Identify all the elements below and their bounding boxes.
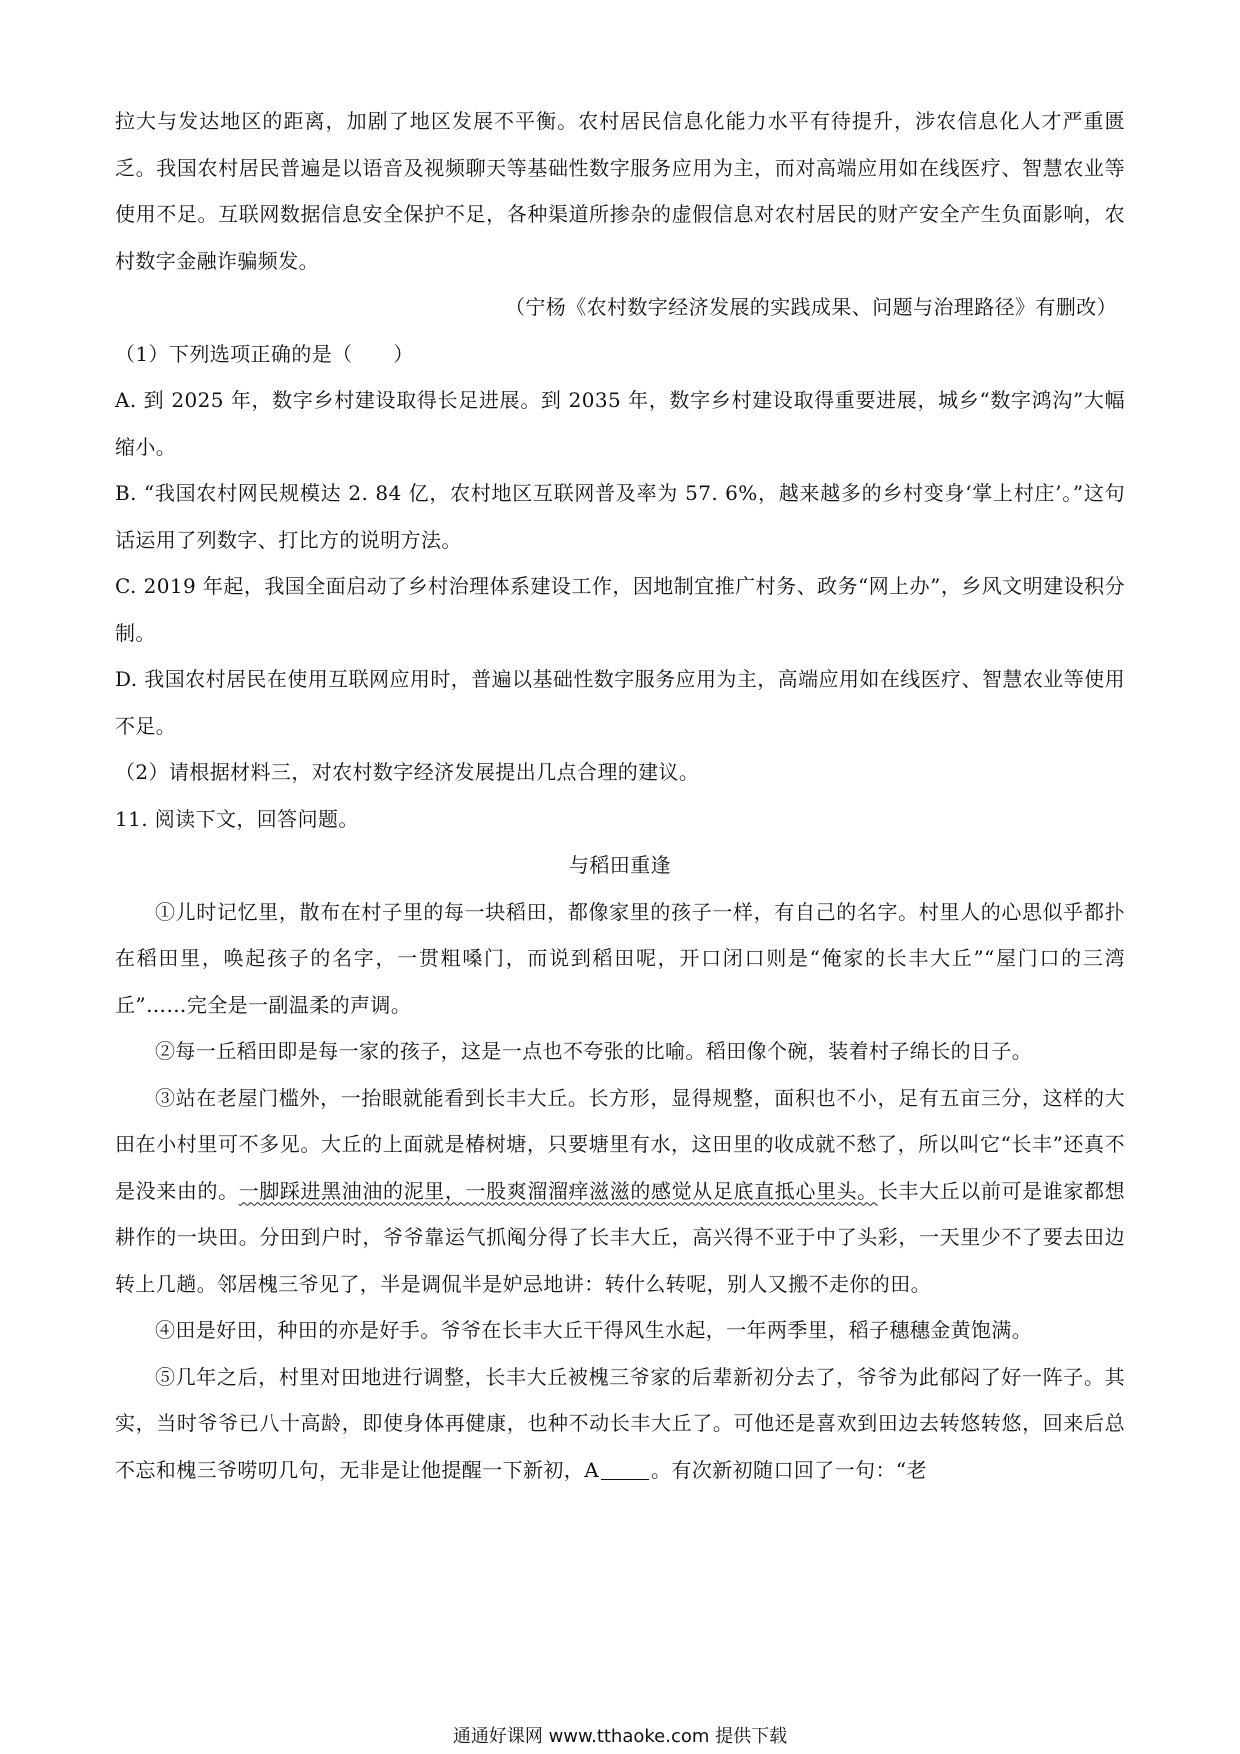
option-c: C. 2019 年起，我国全面启动了乡村治理体系建设工作，因地制宜推广村务、政务“网上办”，乡风文明建设积分制。 xyxy=(115,574,1125,645)
question-11-stem: 11. 阅读下文，回答问题。 xyxy=(115,806,359,831)
material-paragraph: 拉大与发达地区的距离，加剧了地区发展不平衡。农村居民信息化能力水平有待提升，涉农信息化人才严重匮乏。我国农村居民普遍是以语音及视频聊天等基础性数字服务应用为主，而对高端应用如在线医疗、智慧农业等使用不足。互联网数据信息安全保护不足，各种渠道所掺杂的虚假信息对农村居民的财产安全产生负面影响，农村数字金融诈骗频发。 xyxy=(115,109,1125,273)
essay-paragraph-3 xyxy=(115,1075,1125,1308)
option-a: A. 到 2025 年，数字乡村建设取得长足进展。到 2035 年，数字乡村建设取得重要进展，城乡“数字鸿沟”大幅缩小。 xyxy=(115,388,1125,459)
essay-paragraph-3-text-end: 长丰大丘以前可是谁家都想耕作的一块田。分田到户时，爷爷靠运气抓阄分得了长丰大丘，高兴得不亚于中了头彩，一天里少不了要去田边转上几趟。邻居槐三爷见了，半是调侃半是妒忌地讲：转什么转呢，别人又搬不走你的田。 xyxy=(115,1178,1125,1296)
option-b: B. “我国农村网民规模达 2. 84 亿，农村地区互联网普及率为 57. 6%，越来越多的乡村变身‘掌上村庄’。”这句话运用了列数字、打比方的说明方法。 xyxy=(115,481,1125,552)
essay-paragraph-5-text: ⑤几年之后，村里对田地进行调整，长丰大丘被槐三爷家的后辈新初分去了，爷爷为此郁闷了好一阵子。其实，当时爷爷已八十高龄，即使身体再健康，也种不动长丰大丘了。可他还是喜欢到田边去转悠转悠，回来后总不忘和槐三爷唠叨几句，无非是让他提醒一下新初，A xyxy=(115,1364,1125,1482)
page-footer: 通通好课网 www.tthaoke.com 提供下载 xyxy=(452,1726,788,1747)
source-citation: （宁杨《农村数字经济发展的实践成果、问题与治理路径》有删改） xyxy=(505,295,1117,319)
essay-paragraph-4: ④田是好田，种田的亦是好手。爷爷在长丰大丘干得风生水起，一年两季里，稻子穗穗金黄饱满。 xyxy=(155,1318,1033,1342)
essay-paragraph-5 xyxy=(115,1354,1125,1494)
question-1-stem: （1）下列选项正确的是（ ） xyxy=(115,341,414,366)
essay-paragraph-5-text-end: 。有次新初随口回了一句：“老 xyxy=(651,1457,927,1482)
essay-title: 与稻田重逢 xyxy=(569,853,671,877)
question-2-stem: （2）请根据材料三，对农村数字经济发展提出几点合理的建议。 xyxy=(115,760,700,784)
fill-blank-a xyxy=(601,1459,649,1480)
essay-paragraph-2: ②每一丘稻田即是每一家的孩子，这是一点也不夸张的比喻。稻田像个碗，装着村子绵长的日子。 xyxy=(155,1039,1033,1063)
wavy-underlined-sentence: 一脚踩进黑油油的泥里，一股爽溜溜痒滋滋的感觉从足底直抵心里头。 xyxy=(238,1178,878,1203)
essay-paragraph-1: ①儿时记忆里，散布在村子里的每一块稻田，都像家里的孩子一样，有自己的名字。村里人的心思似乎都扑在稻田里，唤起孩子的名字，一贯粗嗓门，而说到稻田呢，开口闭口则是“俺家的长丰大丘”“屋门口的三湾丘”……完全是一副温柔的声调。 xyxy=(115,899,1125,1017)
document-body xyxy=(115,98,1125,1493)
option-d: D. 我国农村居民在使用互联网应用时，普遍以基础性数字服务应用为主，高端应用如在线医疗、智慧农业等使用不足。 xyxy=(115,667,1125,738)
essay-paragraph-3-text: ③站在老屋门槛外，一抬眼就能看到长丰大丘。长方形，显得规整，面积也不小，足有五亩三分，这样的大田在小村里可不多见。大丘的上面就是椿树塘，只要塘里有水，这田里的收成就不愁了，所以叫它“长丰”还真不是没来由的。 xyxy=(115,1085,1125,1203)
